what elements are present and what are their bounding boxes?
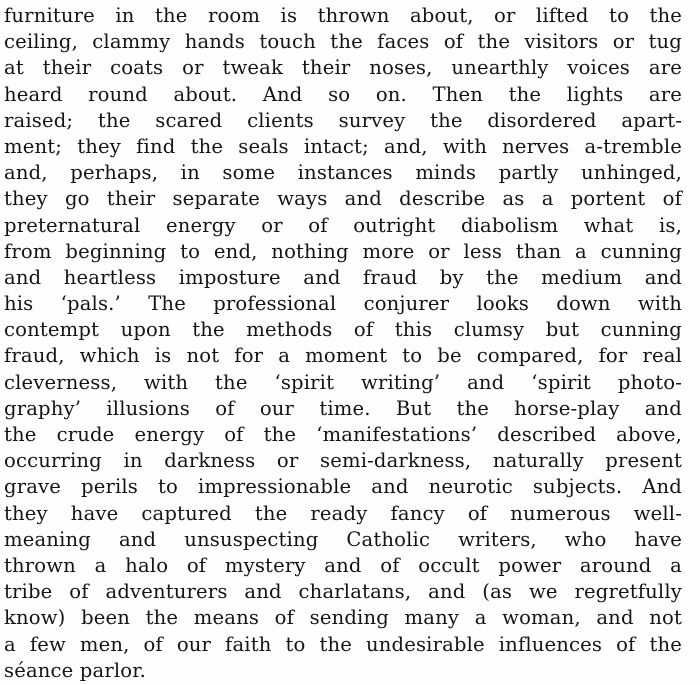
body-text — [4, 0, 682, 684]
text-line: ceiling, clammy hands touch the faces of the visitors or tug — [4, 30, 682, 54]
text-line: occurring in darkness or semi-darkness, naturally present — [4, 449, 682, 473]
text-line: cleverness, with the ‘spirit writing’ and ‘spirit photo- — [4, 370, 682, 394]
text-line: heard round about. And so on. Then the lights are — [4, 82, 682, 106]
text-line: and, perhaps, in some instances minds partly unhinged, — [4, 161, 682, 185]
text-line-last: séance parlor. — [4, 658, 146, 682]
text-line: raised; the scared clients survey the disordered apart- — [4, 108, 682, 132]
text-line: meaning and unsuspecting Catholic writers, who have — [4, 527, 682, 551]
text-line: thrown a halo of mystery and of occult power around a — [4, 553, 682, 577]
text-line: know) been the means of sending many a woman, and not — [4, 606, 682, 630]
text-line: a few men, of our faith to the undesirable influences of the — [4, 632, 682, 656]
text-line: fraud, which is not for a moment to be compared, for real — [4, 344, 682, 368]
text-line: furniture in the room is thrown about, or lifted to the — [4, 4, 682, 27]
text-line: ment; they find the seals intact; and, with nerves a-tremble — [4, 134, 682, 158]
text-line: they go their separate ways and describe as a portent of — [4, 187, 682, 211]
text-line: his ‘pals.’ The professional conjurer looks down with — [4, 292, 682, 316]
text-line: from beginning to end, nothing more or less than a cunning — [4, 239, 682, 263]
text-line: and heartless imposture and fraud by the medium and — [4, 265, 682, 289]
text-line: at their coats or tweak their noses, unearthly voices are — [4, 56, 682, 80]
text-line: contempt upon the methods of this clumsy but cunning — [4, 318, 682, 342]
text-line: preternatural energy or of outright diabolism what is, — [4, 213, 682, 237]
text-line: graphy’ illusions of our time. But the horse-play and — [4, 396, 682, 420]
text-line: grave perils to impressionable and neurotic subjects. And — [4, 475, 682, 499]
text-line: the crude energy of the ‘manifestations’ described above, — [4, 423, 682, 446]
text-line: they have captured the ready fancy of numerous well- — [4, 501, 682, 525]
text-line: tribe of adventurers and charlatans, and (as we regretfully — [4, 580, 682, 604]
